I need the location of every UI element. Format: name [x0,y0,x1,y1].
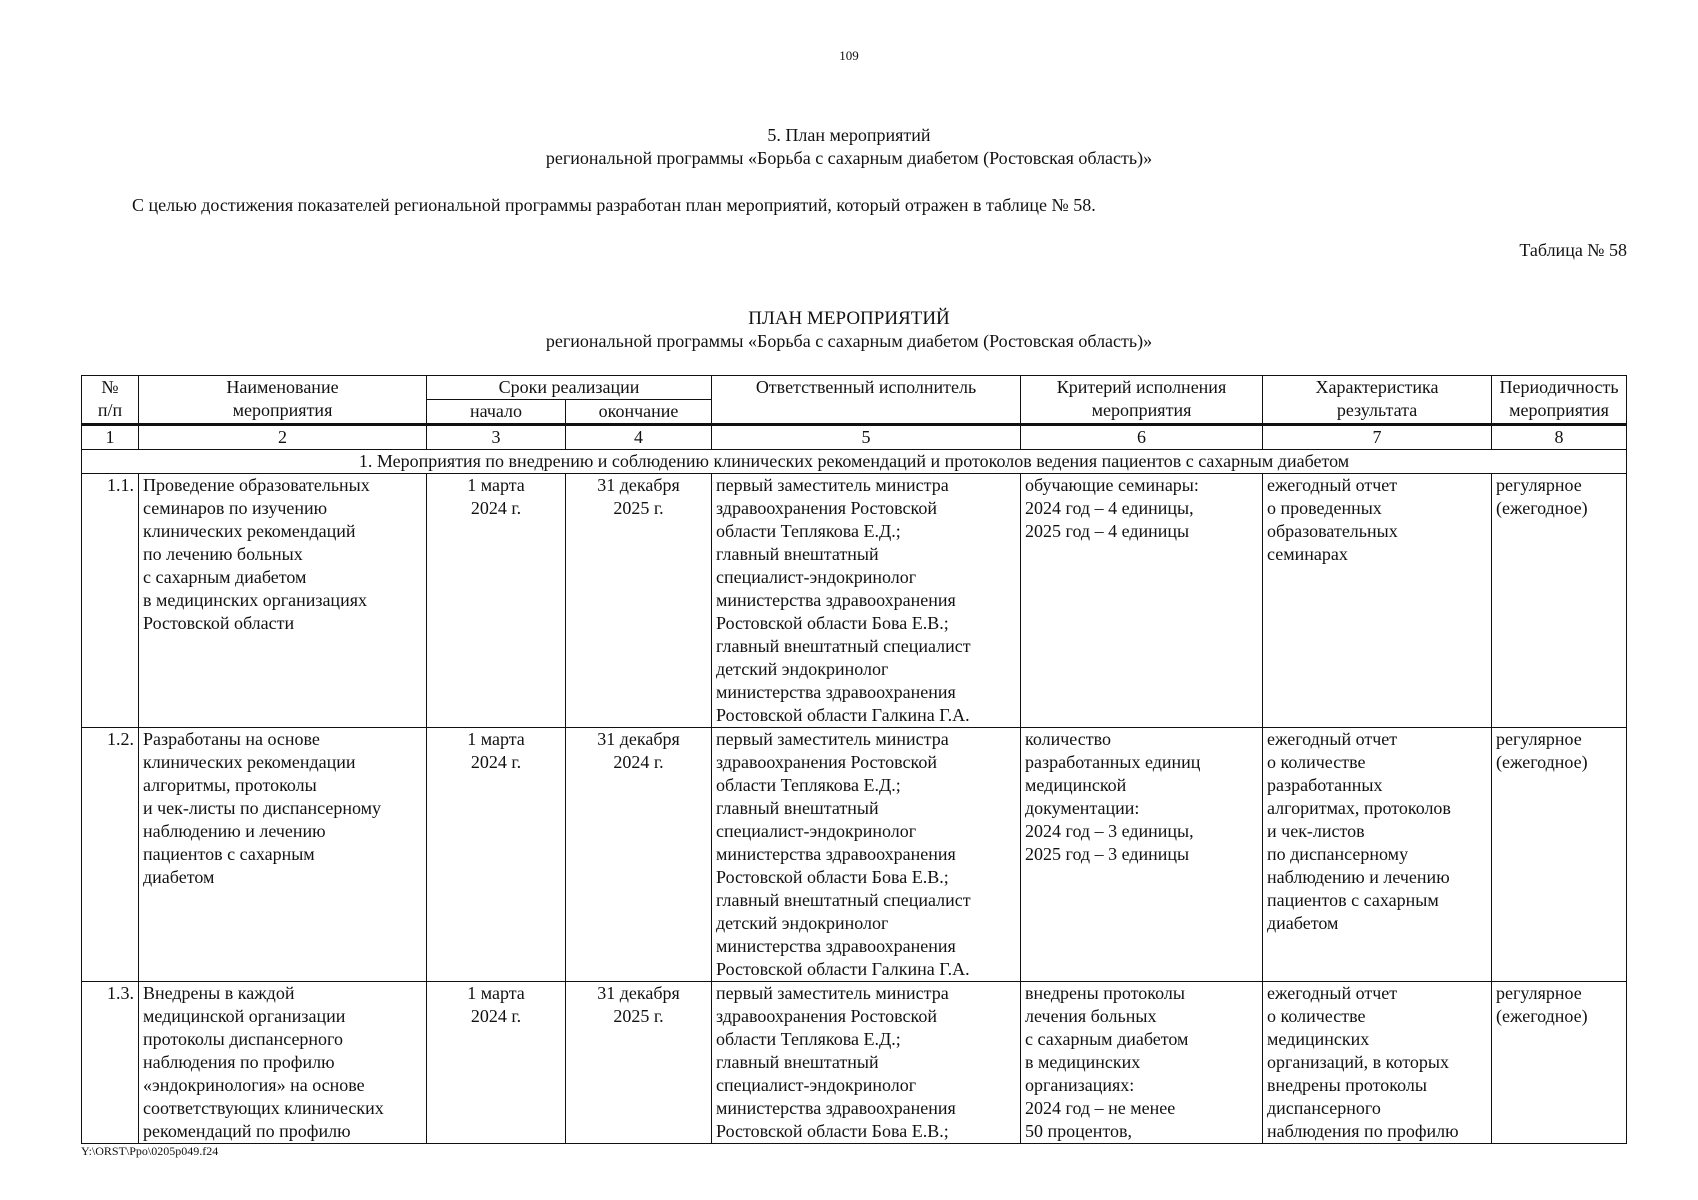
header-start: начало [427,400,566,425]
row-periodicity: регулярное (ежегодное) [1492,982,1627,1144]
header-criterion: Критерий исполнения мероприятия [1021,376,1263,425]
row-criterion: внедрены протоколы лечения больных с сахарным диабетом в медицинских организациях: 2024 год – не менее 50 процентов, [1021,982,1263,1144]
table-row [82,474,1627,728]
row-periodicity: регулярное (ежегодное) [1492,728,1627,982]
plan-title [0,307,1698,353]
table-row [82,982,1627,1144]
row-criterion: обучающие семинары: 2024 год – 4 единицы, 2025 год – 4 единицы [1021,474,1263,728]
row-result: ежегодный отчет о количестве медицинских организаций, в которых внедрены протоколы диспансерного наблюдения по профилю [1263,982,1492,1144]
row-number: 1.2. [82,728,139,982]
row-name: Внедрены в каждой медицинской организации протоколы диспансерного наблюдения по профилю «эндокринология» на основе соответствующих клинических рекомендаций по профилю [139,982,427,1144]
section-title [0,124,1698,170]
section-title-line1: 5. План мероприятий [767,125,931,145]
header-name: Наименование мероприятия [139,376,427,425]
plan-title-line1: ПЛАН МЕРОПРИЯТИЙ [748,308,950,329]
row-result: ежегодный отчет о количестве разработанных алгоритмах, протоколов и чек-листов по диспансерному наблюдению и лечению пациентов с сахарным диабетом [1263,728,1492,982]
row-responsible: первый заместитель министра здравоохранения Ростовской области Теплякова Е.Д.; главный внештатный специалист-эндокринолог министерства здравоохранения Ростовской области Бова Е.В.; главный внештатный специалист детский эндокринолог министерства здравоохранения Ростовской области Галкина Г.А. [712,474,1021,728]
column-number: 6 [1021,425,1263,450]
row-number: 1.1. [82,474,139,728]
header-periodicity: Периодичность мероприятия [1492,376,1627,425]
table-row [82,728,1627,982]
table-number: Таблица № 58 [1519,240,1627,260]
column-number: 2 [139,425,427,450]
column-number-row [82,425,1627,450]
column-number: 8 [1492,425,1627,450]
table-header-row [82,376,1627,400]
row-criterion: количество разработанных единиц медицинской документации: 2024 год – 3 единицы, 2025 год – 3 единицы [1021,728,1263,982]
plan-table [81,375,1627,1144]
row-start: 1 марта 2024 г. [427,728,566,982]
row-start: 1 марта 2024 г. [427,982,566,1144]
section-row [82,450,1627,474]
column-number: 5 [712,425,1021,450]
section1-title: 1. Мероприятия по внедрению и соблюдению клинических рекомендаций и протоколов ведения пациентов с сахарным диабетом [82,450,1627,474]
column-number: 1 [82,425,139,450]
header-end: окончание [566,400,712,425]
column-number: 4 [566,425,712,450]
row-number: 1.3. [82,982,139,1144]
row-periodicity: регулярное (ежегодное) [1492,474,1627,728]
header-result: Характеристика результата [1263,376,1492,425]
column-number: 3 [427,425,566,450]
row-end: 31 декабря 2025 г. [566,474,712,728]
row-start: 1 марта 2024 г. [427,474,566,728]
row-end: 31 декабря 2024 г. [566,728,712,982]
plan-title-line2: региональной программы «Борьба с сахарным диабетом (Ростовская область)» [545,331,1153,351]
row-name: Проведение образовательных семинаров по изучению клинических рекомендаций по лечению больных с сахарным диабетом в медицинских организациях Ростовской области [139,474,427,728]
column-number: 7 [1263,425,1492,450]
row-responsible: первый заместитель министра здравоохранения Ростовской области Теплякова Е.Д.; главный внештатный специалист-эндокринолог министерства здравоохранения Ростовской области Бова Е.В.; главный внештатный специалист детский эндокринолог министерства здравоохранения Ростовской области Галкина Г.А. [712,728,1021,982]
file-path-footer: Y:\ORST\Ppo\0205p049.f24 [81,1144,219,1158]
row-result: ежегодный отчет о проведенных образовательных семинарах [1263,474,1492,728]
header-terms: Сроки реализации [427,376,712,400]
row-end: 31 декабря 2025 г. [566,982,712,1144]
header-responsible: Ответственный исполнитель [712,376,1021,425]
row-responsible: первый заместитель министра здравоохранения Ростовской области Теплякова Е.Д.; главный внештатный специалист-эндокринолог министерства здравоохранения Ростовской области Бова Е.В.; [712,982,1021,1144]
header-no: № п/п [82,376,139,425]
row-name: Разработаны на основе клинических рекомендации алгоритмы, протоколы и чек-листы по диспансерному наблюдению и лечению пациентов с сахарным диабетом [139,728,427,982]
page-number: 109 [839,48,859,63]
intro-paragraph: С целью достижения показателей региональной программы разработан план мероприятий, который отражен в таблице № 58. [132,195,1096,215]
section-title-line2: региональной программы «Борьба с сахарным диабетом (Ростовская область)» [545,148,1153,168]
